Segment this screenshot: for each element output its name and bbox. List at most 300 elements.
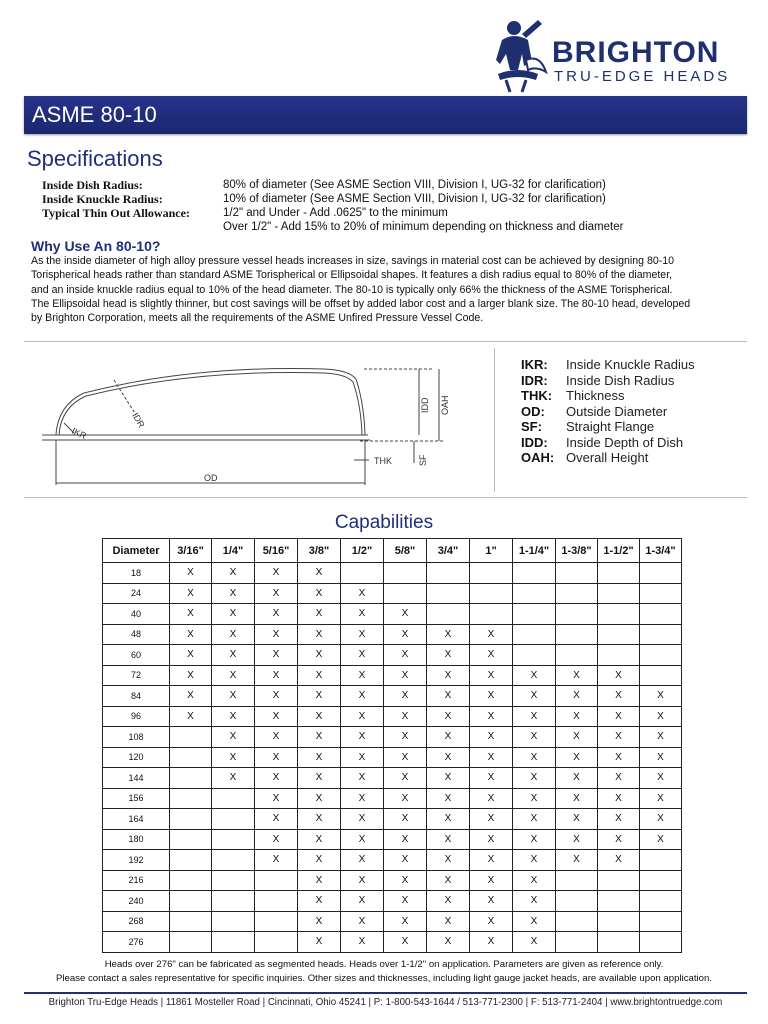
table-row [103,604,682,625]
availability-cell: X [298,829,341,850]
column-header-thickness: 5/8" [384,539,427,563]
availability-cell: X [513,665,556,686]
why-line: The Ellipsoidal head is slightly thinner, but cost savings will be offset by added labor cost and a larger blank size. The 80-10 head, developed [31,297,691,310]
table-row [103,645,682,666]
availability-cell [170,747,212,768]
availability-cell: X [556,686,598,707]
table-row [103,932,682,953]
availability-cell: X [513,932,556,953]
why-line: Torispherical heads rather than standard ASME Torispherical or Ellipsoidal shapes. It features a dish radius equal to 80% of the diameter, [31,269,673,282]
column-header-thickness: 3/4" [427,539,470,563]
legend-text: Outside Diameter [566,403,668,419]
availability-cell: X [298,665,341,686]
availability-cell [640,563,682,584]
note-line: Please contact a sales representative for specific inquiries. Other sizes and thicknesses, including light gauge jacket heads, are available upon application. [56,972,712,984]
availability-cell [513,645,556,666]
legend-abbr: IDR: [521,372,548,388]
diameter-cell: 84 [103,686,170,707]
availability-cell [384,563,427,584]
availability-cell: X [341,932,384,953]
availability-cell: X [427,768,470,789]
column-header-thickness: 5/16" [255,539,298,563]
availability-cell: X [341,891,384,912]
availability-cell: X [298,891,341,912]
availability-cell: X [384,604,427,625]
availability-cell: X [212,645,255,666]
availability-cell: X [598,829,640,850]
availability-cell: X [170,706,212,727]
availability-cell: X [212,747,255,768]
availability-cell: X [384,665,427,686]
availability-cell [598,891,640,912]
availability-cell [598,624,640,645]
availability-cell: X [341,747,384,768]
availability-cell: X [341,583,384,604]
availability-cell: X [598,768,640,789]
availability-cell: X [255,645,298,666]
availability-cell: X [298,747,341,768]
availability-cell: X [427,870,470,891]
availability-cell: X [384,891,427,912]
availability-cell: X [384,727,427,748]
availability-cell: X [170,624,212,645]
availability-cell [255,870,298,891]
diameter-cell: 120 [103,747,170,768]
availability-cell: X [556,788,598,809]
specifications-heading: Specifications [27,146,163,171]
table-header-row [103,539,682,563]
diameter-cell: 276 [103,932,170,953]
availability-cell [170,911,212,932]
diameter-cell: 96 [103,706,170,727]
why-line: As the inside diameter of high alloy pressure vessel heads increases in size, savings in material cost can be achieved by designing 80-10 [31,255,675,267]
legend-abbr: SF: [521,419,542,434]
availability-cell [255,891,298,912]
column-header-diameter: Diameter [103,539,170,563]
od-label: OD [204,473,218,483]
availability-cell [640,911,682,932]
spec-value: 10% of diameter (See ASME Section VIII, Division I, UG-32 for clarification) [223,193,606,205]
availability-cell: X [470,850,513,871]
footer-contact: Brighton Tru-Edge Heads | 11861 Mosteller Road | Cincinnati, Ohio 45241 | P: 1-800-543-1644 / 513-771-2300 | F: 513-771-2404 | www.brightontruedge.com [48,997,723,1008]
availability-cell [556,891,598,912]
diameter-cell: 40 [103,604,170,625]
availability-cell [170,932,212,953]
availability-cell [556,563,598,584]
availability-cell [640,624,682,645]
availability-cell [556,604,598,625]
table-row [103,686,682,707]
availability-cell: X [427,932,470,953]
legend-abbr: OAH: [521,450,555,465]
availability-cell [470,583,513,604]
availability-cell: X [341,727,384,748]
availability-cell: X [598,788,640,809]
availability-cell: X [255,809,298,830]
diameter-cell: 108 [103,727,170,748]
title-bar [24,96,747,134]
diameter-cell: 24 [103,583,170,604]
availability-cell: X [598,850,640,871]
spec-value: 1/2" and Under - Add .0625" to the minimum [223,207,448,219]
availability-cell: X [427,665,470,686]
availability-cell: X [255,624,298,645]
availability-cell [640,604,682,625]
column-header-thickness: 3/8" [298,539,341,563]
availability-cell [598,932,640,953]
availability-cell [427,563,470,584]
why-line: by Brighton Corporation, meets all the requirements of the ASME Unfired Pressure Vessel Code. [31,312,484,325]
spec-label: Typical Thin Out Allowance: [42,206,190,220]
availability-cell: X [298,850,341,871]
diameter-cell: 268 [103,911,170,932]
diameter-cell: 144 [103,768,170,789]
availability-cell [640,850,682,871]
brand-name: BRIGHTON [552,36,720,69]
availability-cell: X [212,604,255,625]
column-header-thickness: 1" [470,539,513,563]
availability-cell: X [427,911,470,932]
column-header-thickness: 1-3/4" [640,539,682,563]
availability-cell: X [470,727,513,748]
availability-cell: X [341,768,384,789]
availability-cell: X [513,911,556,932]
spec-label: Inside Knuckle Radius: [42,192,163,206]
availability-cell: X [513,747,556,768]
availability-cell [212,809,255,830]
availability-cell [255,932,298,953]
thk-label: THK [374,456,392,466]
spec-value: 80% of diameter (See ASME Section VIII, Division I, UG-32 for clarification) [223,179,606,191]
availability-cell [427,604,470,625]
diameter-cell: 180 [103,829,170,850]
availability-cell [212,932,255,953]
availability-cell: X [427,747,470,768]
diameter-cell: 60 [103,645,170,666]
availability-cell [470,604,513,625]
column-header-thickness: 3/16" [170,539,212,563]
table-row [103,788,682,809]
availability-cell: X [640,768,682,789]
availability-cell [170,870,212,891]
availability-cell: X [427,624,470,645]
availability-cell: X [170,563,212,584]
note-line: Heads over 276" can be fabricated as segmented heads. Heads over 1-1/2" on application. Parameters are given as reference only. [104,959,664,970]
availability-cell: X [556,809,598,830]
legend-text: Inside Dish Radius [566,372,675,388]
availability-cell: X [513,809,556,830]
availability-cell: X [598,727,640,748]
availability-cell: X [640,747,682,768]
column-header-thickness: 1/4" [212,539,255,563]
oah-label: OAH [440,395,450,415]
diagram-divider [494,348,495,492]
legend-abbr: THK: [521,388,553,403]
availability-cell [598,583,640,604]
availability-cell [556,870,598,891]
availability-cell: X [384,911,427,932]
availability-cell: X [556,747,598,768]
availability-cell: X [341,809,384,830]
availability-cell: X [255,583,298,604]
availability-cell [212,870,255,891]
column-header-thickness: 1/2" [341,539,384,563]
availability-cell: X [598,809,640,830]
availability-cell [556,911,598,932]
availability-cell: X [470,768,513,789]
why-paragraph [31,254,747,325]
availability-cell: X [255,686,298,707]
availability-cell: X [341,829,384,850]
availability-cell [556,583,598,604]
availability-cell: X [298,870,341,891]
availability-cell: X [640,788,682,809]
availability-cell: X [298,706,341,727]
spec-value: Over 1/2" - Add 15% to 20% of minimum depending on thickness and diameter [223,221,624,233]
availability-cell: X [427,850,470,871]
availability-cell: X [556,850,598,871]
diameter-cell: 216 [103,870,170,891]
availability-cell [212,891,255,912]
availability-cell: X [384,747,427,768]
brand-tagline: TRU-EDGE HEADS [554,68,731,85]
availability-cell: X [212,583,255,604]
availability-cell: X [513,788,556,809]
head-cross-section-diagram [24,345,494,495]
availability-cell: X [298,932,341,953]
availability-cell: X [556,727,598,748]
availability-cell [170,850,212,871]
availability-cell: X [255,788,298,809]
availability-cell: X [255,604,298,625]
availability-cell: X [556,665,598,686]
availability-cell: X [470,706,513,727]
availability-cell: X [255,706,298,727]
ikr-label: IKR [70,425,88,442]
blacksmith-emblem-icon [492,14,550,94]
availability-cell: X [255,829,298,850]
availability-cell [170,788,212,809]
spec-label: Inside Dish Radius: [42,178,143,192]
availability-cell: X [470,829,513,850]
availability-cell [212,788,255,809]
legend-abbr: IDD: [521,434,548,450]
availability-cell: X [384,870,427,891]
availability-cell: X [427,829,470,850]
table-row [103,624,682,645]
availability-cell [384,583,427,604]
availability-cell: X [470,747,513,768]
availability-cell [255,911,298,932]
legend-text: Straight Flange [566,419,655,434]
column-header-thickness: 1-1/4" [513,539,556,563]
availability-cell [640,583,682,604]
availability-cell: X [513,727,556,748]
sf-label: SF [418,454,428,466]
availability-cell: X [470,645,513,666]
column-header-thickness: 1-1/2" [598,539,640,563]
availability-cell [513,624,556,645]
availability-cell: X [556,768,598,789]
availability-cell: X [341,788,384,809]
diameter-cell: 48 [103,624,170,645]
availability-cell: X [341,645,384,666]
availability-cell [212,829,255,850]
divider [24,341,747,342]
availability-cell: X [470,911,513,932]
availability-cell: X [298,686,341,707]
availability-cell: X [598,706,640,727]
column-header-thickness: 1-3/8" [556,539,598,563]
availability-cell: X [640,686,682,707]
availability-cell: X [598,686,640,707]
availability-cell: X [298,788,341,809]
availability-cell: X [341,686,384,707]
availability-cell: X [298,645,341,666]
availability-cell: X [427,727,470,748]
availability-cell: X [427,809,470,830]
table-row [103,583,682,604]
table-row [103,747,682,768]
availability-cell: X [384,850,427,871]
availability-cell: X [384,624,427,645]
diameter-cell: 192 [103,850,170,871]
page-title: ASME 80-10 [32,102,157,127]
diameter-cell: 72 [103,665,170,686]
availability-cell [598,563,640,584]
availability-cell: X [341,706,384,727]
availability-cell: X [640,809,682,830]
availability-cell [556,932,598,953]
legend-text: Overall Height [566,450,649,465]
availability-cell [640,891,682,912]
capabilities-heading: Capabilities [334,512,434,533]
availability-cell [513,563,556,584]
availability-cell: X [470,932,513,953]
availability-cell: X [470,624,513,645]
availability-cell [640,645,682,666]
table-row [103,563,682,584]
idr-label: IDR [130,411,147,430]
availability-cell: X [341,665,384,686]
availability-cell: X [384,768,427,789]
availability-cell: X [640,706,682,727]
availability-cell [640,932,682,953]
availability-cell: X [513,829,556,850]
availability-cell: X [298,727,341,748]
availability-cell: X [470,686,513,707]
diameter-cell: 240 [103,891,170,912]
availability-cell: X [513,706,556,727]
availability-cell: X [341,850,384,871]
availability-cell: X [298,768,341,789]
availability-cell [640,665,682,686]
availability-cell: X [384,788,427,809]
availability-cell: X [298,911,341,932]
diameter-cell: 156 [103,788,170,809]
availability-cell: X [427,788,470,809]
availability-cell: X [384,829,427,850]
availability-cell: X [255,563,298,584]
legend-text: Thickness [566,388,625,403]
availability-cell: X [427,686,470,707]
availability-cell: X [640,829,682,850]
table-row [103,665,682,686]
availability-cell [513,583,556,604]
availability-cell: X [513,686,556,707]
availability-cell: X [556,829,598,850]
availability-cell [640,870,682,891]
availability-cell [341,563,384,584]
diameter-cell: 18 [103,563,170,584]
availability-cell: X [212,686,255,707]
legend-text: Inside Knuckle Radius [566,357,695,372]
table-row [103,809,682,830]
availability-cell: X [513,850,556,871]
availability-cell: X [170,665,212,686]
availability-cell: X [298,809,341,830]
divider [24,497,747,498]
availability-cell: X [255,665,298,686]
availability-cell: X [341,911,384,932]
availability-cell [212,850,255,871]
availability-cell [598,645,640,666]
legend-abbr: IKR: [521,357,548,372]
availability-cell: X [255,747,298,768]
table-row [103,850,682,871]
table-row [103,891,682,912]
availability-cell [170,727,212,748]
availability-cell: X [427,891,470,912]
availability-cell [556,645,598,666]
availability-cell: X [170,686,212,707]
availability-cell [170,809,212,830]
availability-cell: X [212,706,255,727]
availability-cell: X [341,624,384,645]
table-row [103,870,682,891]
diameter-cell: 164 [103,809,170,830]
availability-cell: X [212,665,255,686]
availability-cell: X [470,870,513,891]
table-row [103,829,682,850]
availability-cell: X [384,809,427,830]
idd-label: IDD [420,397,430,413]
availability-cell: X [298,604,341,625]
availability-cell: X [170,604,212,625]
availability-cell [212,911,255,932]
availability-cell: X [513,768,556,789]
availability-cell [170,891,212,912]
availability-cell [513,604,556,625]
table-row [103,911,682,932]
legend-text: Inside Depth of Dish [566,434,684,450]
why-line: and an inside knuckle radius equal to 10% of the head diameter. The 80-10 is typically only 66% the thickness of the ASME Torispherical. [31,283,673,296]
availability-cell: X [170,583,212,604]
table-row [103,768,682,789]
availability-cell [170,768,212,789]
availability-cell [598,870,640,891]
availability-cell [598,911,640,932]
availability-cell: X [513,891,556,912]
availability-cell: X [470,891,513,912]
availability-cell [556,624,598,645]
availability-cell: X [384,686,427,707]
availability-cell: X [598,747,640,768]
availability-cell: X [341,870,384,891]
availability-cell: X [470,809,513,830]
availability-cell: X [298,624,341,645]
legend-abbr: OD: [521,403,545,419]
